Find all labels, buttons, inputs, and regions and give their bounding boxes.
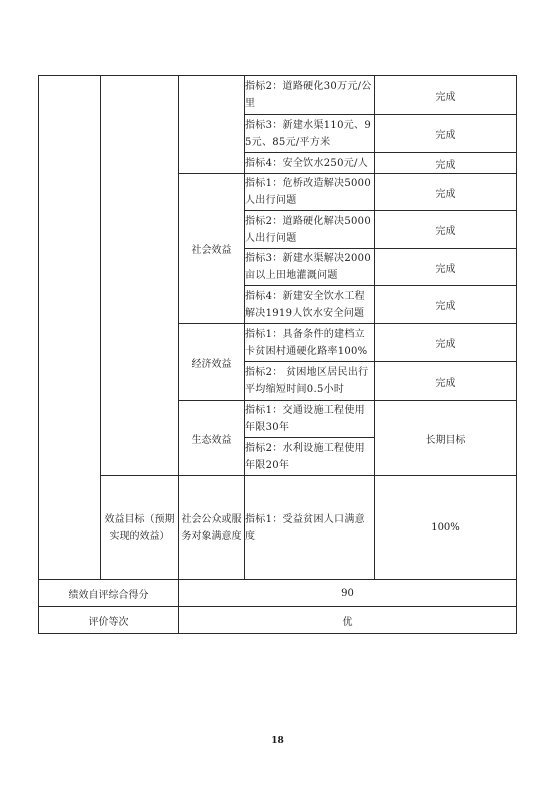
result-cell: 100% [375, 476, 517, 580]
indicator-cell: 指标4：新建安全饮水工程解决1919人饮水安全问题 [245, 286, 375, 324]
table-row [39, 76, 517, 115]
indicator-cell: 指标1：具备条件的建档立卡贫困村通硬化路率100% [245, 324, 375, 362]
score-value: 90 [179, 580, 517, 607]
category-satisfaction: 社会公众或服务对象满意度 [179, 476, 245, 580]
result-cell: 完成 [375, 76, 517, 115]
indicator-cell: 指标2：道路硬化解决5000人出行问题 [245, 211, 375, 249]
quality-category-cell [179, 76, 245, 174]
grade-row [39, 607, 517, 634]
indicator-cell: 指标4：安全饮水250元/人 [245, 153, 375, 174]
indicator-cell: 指标2：水利设施工程使用年限20年 [245, 438, 375, 476]
result-cell: 完成 [375, 324, 517, 362]
indicator-cell: 指标3：新建水渠解决2000亩以上田地灌溉问题 [245, 249, 375, 286]
grade-value: 优 [179, 607, 517, 634]
indicator-cell: 指标1：受益贫困人口满意度 [245, 476, 375, 580]
result-cell: 完成 [375, 115, 517, 153]
grade-label: 评价等次 [39, 607, 179, 634]
category-ecological-benefit: 生态效益 [179, 401, 245, 476]
performance-table [38, 75, 517, 634]
score-row [39, 580, 517, 607]
result-cell: 长期目标 [375, 401, 517, 476]
result-cell: 完成 [375, 249, 517, 286]
indicator-cell: 指标2： 贫困地区居民出行平均缩短时间0.5小时 [245, 362, 375, 401]
result-cell: 完成 [375, 211, 517, 249]
indicator-cell: 指标1：交通设施工程使用年限30年 [245, 401, 375, 438]
table-row [39, 476, 517, 580]
page-number: 18 [271, 736, 284, 746]
level1-cell [39, 76, 101, 580]
indicator-cell: 指标2：道路硬化30万元/公里 [245, 76, 375, 115]
result-cell: 完成 [375, 153, 517, 174]
result-cell: 完成 [375, 286, 517, 324]
level2-cell [101, 76, 179, 476]
indicator-cell: 指标3：新建水渠110元、95元、85元/平方米 [245, 115, 375, 153]
category-social-benefit: 社会效益 [179, 174, 245, 324]
result-cell: 完成 [375, 174, 517, 211]
result-cell: 完成 [375, 362, 517, 401]
score-label: 绩效自评综合得分 [39, 580, 179, 607]
indicator-cell: 指标1：危桥改造解决5000人出行问题 [245, 174, 375, 211]
category-economic-benefit: 经济效益 [179, 324, 245, 401]
group-benefit-target: 效益目标（预期实现的效益） [101, 476, 179, 580]
